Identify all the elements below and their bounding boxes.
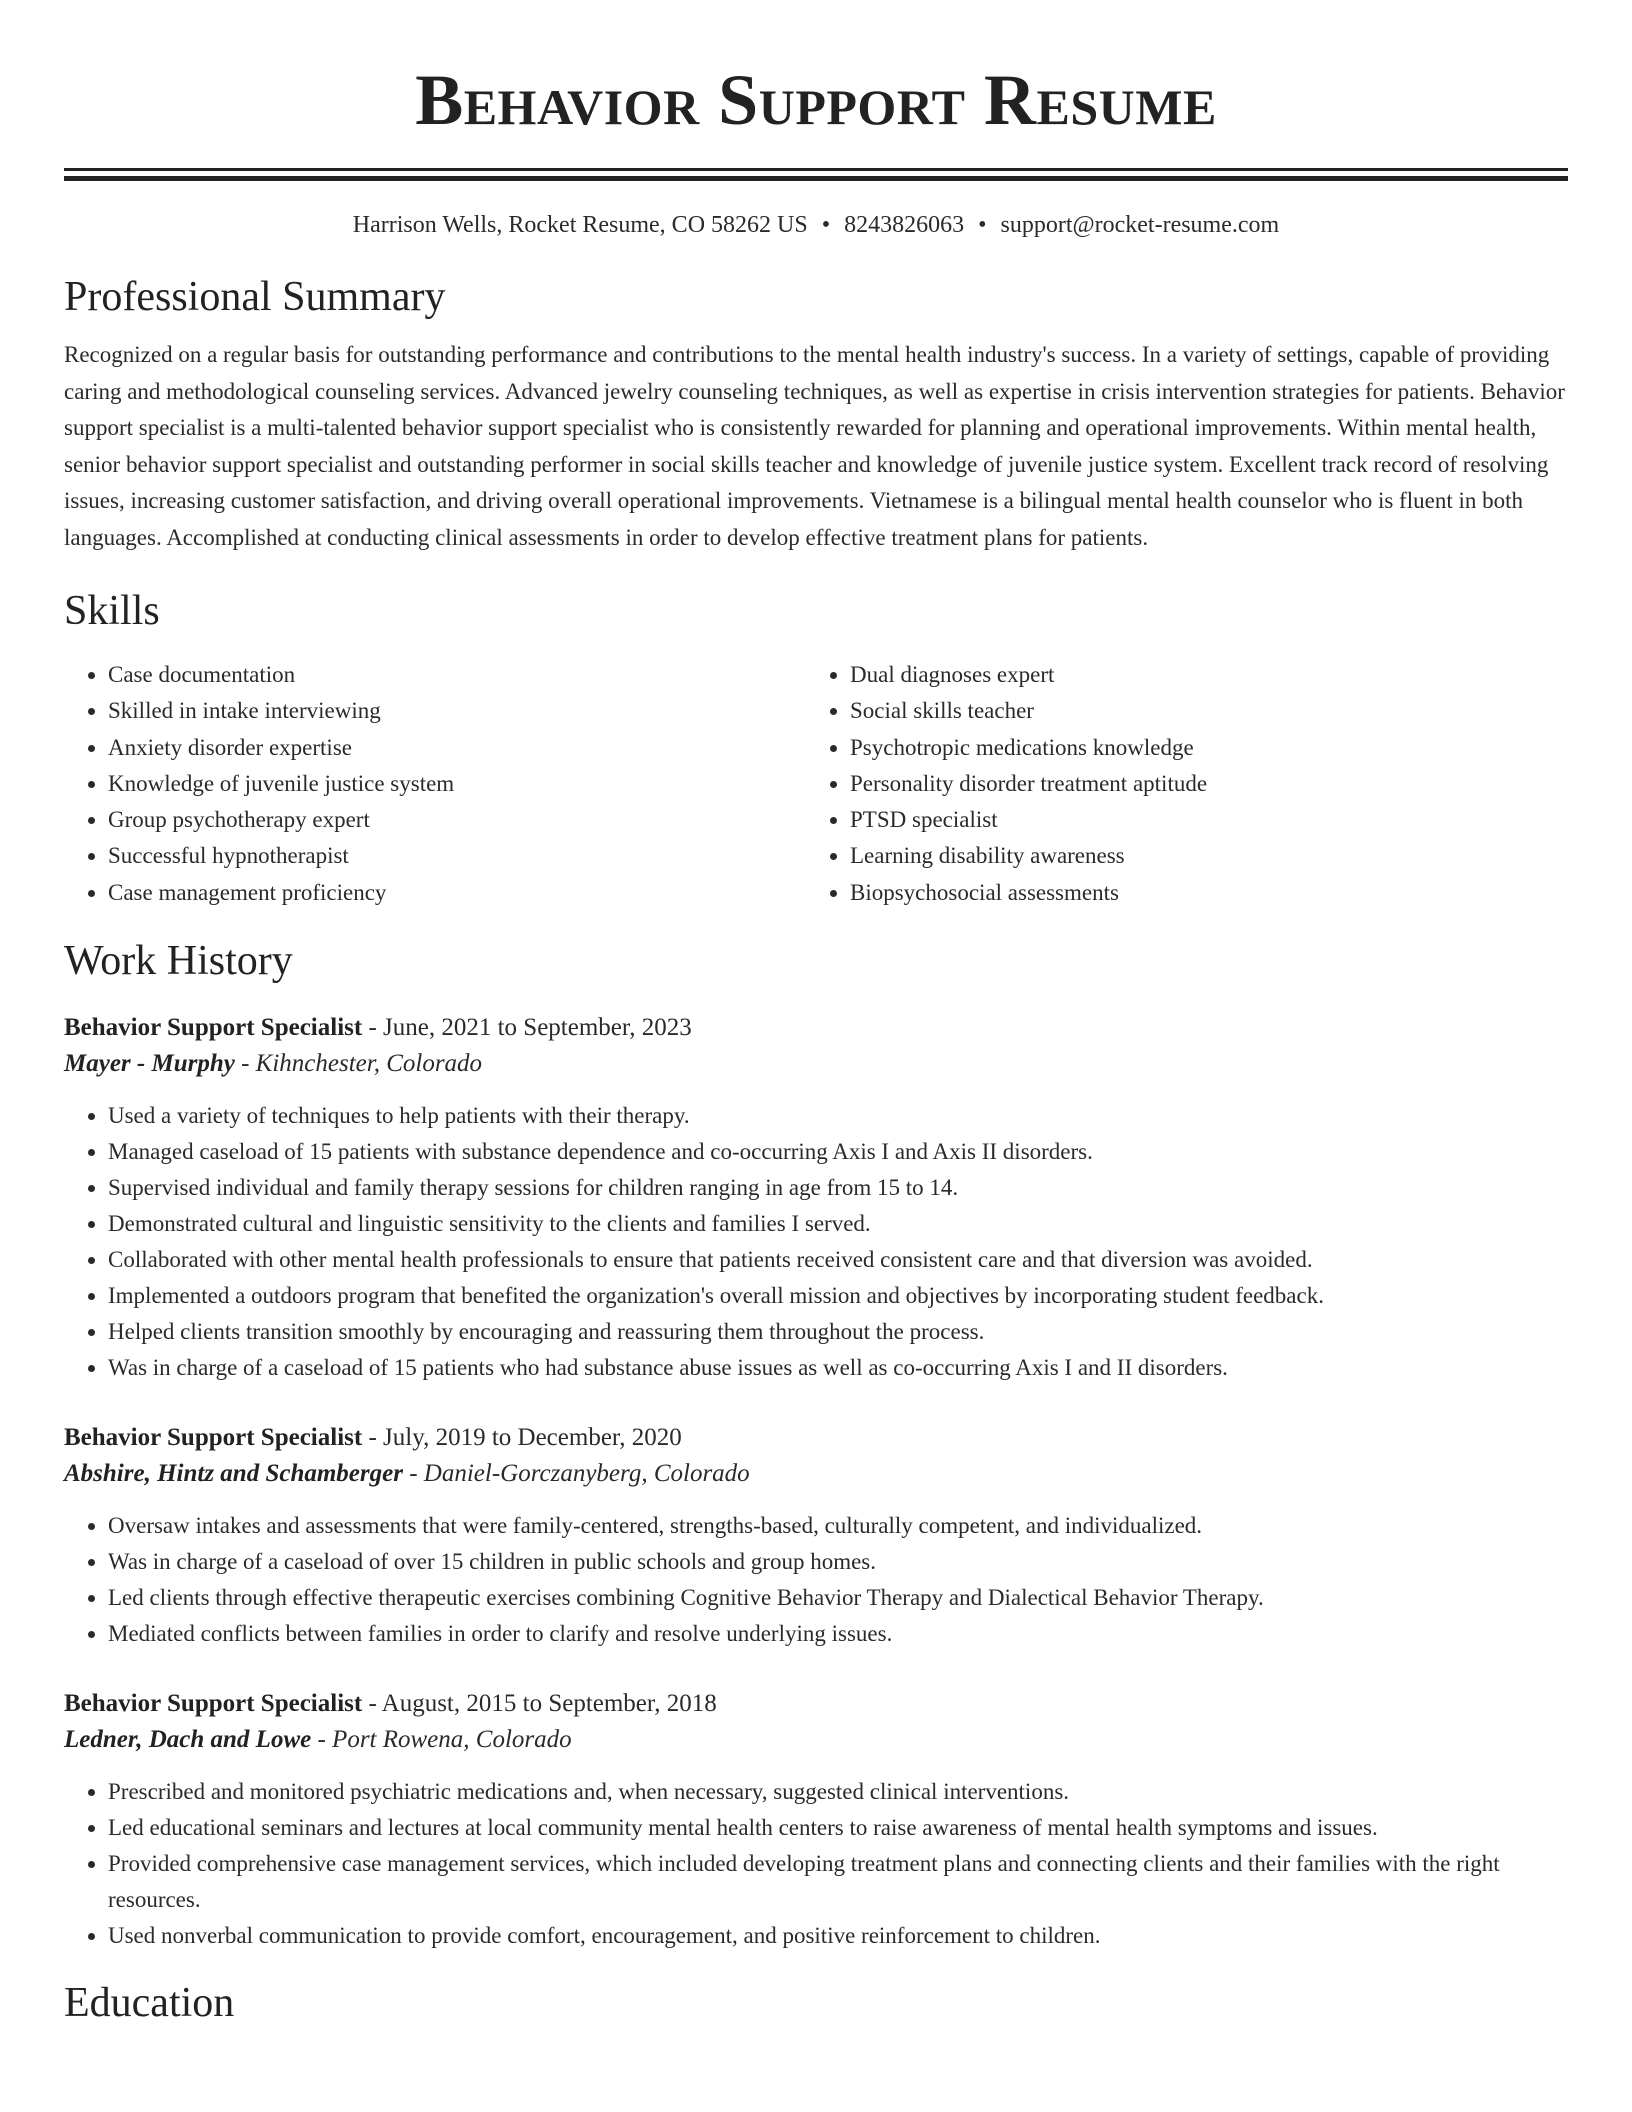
- job-title: Behavior Support Specialist: [64, 1014, 363, 1042]
- job-company-line: [64, 1046, 1568, 1082]
- job-title: Behavior Support Specialist: [64, 1424, 363, 1452]
- job-bullet: • Led clients through effective therapeutic exercises combining Cognitive Behavior Therapy and Dialectical Behavior Therapy.: [108, 1580, 1568, 1616]
- title-rule-top: [64, 168, 1568, 171]
- resume-title: Behavior Support Resume: [415, 60, 1217, 140]
- work-history-heading: Work History: [64, 938, 293, 985]
- job-bullets: [64, 1508, 1568, 1652]
- skills-heading: Skills: [64, 588, 160, 634]
- summary-text: Recognized on a regular basis for outstanding performance and contributions to the mental health industry's success. In a variety of settings, capable of providing caring and methodological counseling services. Advanced jewelry counseling techniques, as well as expertise in crisis intervention strategies for patients. Behavior support specialist is a multi-talented behavior support specialist who is consistently rewarded for planning and operational improvements. Within mental health, senior behavior support specialist and outstanding performer in social skills teacher and knowledge of juvenile justice system. Excellent track record of resolving issues, increasing customer satisfaction, and driving overall operational improvements. Vietnamese is a bilingual mental health counselor who is fluent in both languages. Accomplished at conducting clinical assessments in order to develop effective treatment plans for patients.: [64, 342, 1565, 550]
- resume-page: [64, 0, 1568, 2028]
- job-bullet: • Implemented a outdoors program that benefited the organization's overall mission and objectives by incorporating student feedback.: [108, 1278, 1568, 1314]
- job-dates: - August, 2015 to September, 2018: [362, 1690, 717, 1718]
- skill-item: • PTSD specialist: [850, 802, 1550, 838]
- skill-item: • Biopsychosocial assessments: [850, 875, 1550, 911]
- skills-list: [64, 657, 1568, 911]
- skill-item: • Skilled in intake interviewing: [108, 693, 806, 729]
- job-bullet: • Used nonverbal communication to provide comfort, encouragement, and positive reinforcement to children.: [108, 1918, 1568, 1954]
- job-bullet: • Was in charge of a caseload of 15 patients who had substance abuse issues as well as co-occurring Axis I and II disorders.: [108, 1350, 1568, 1386]
- job-bullet: • Supervised individual and family therapy sessions for children ranging in age from 15 to 14.: [108, 1170, 1568, 1206]
- job-location: - Kihnchester, Colorado: [234, 1050, 483, 1078]
- job-company: Ledner, Dach and Lowe: [64, 1726, 312, 1754]
- contact-phone: 8243826063: [844, 212, 965, 238]
- job-title: Behavior Support Specialist: [64, 1690, 363, 1718]
- job-bullets: [64, 1774, 1568, 1954]
- contact-address: Harrison Wells, Rocket Resume, CO 58262 US: [352, 212, 808, 238]
- job-title-line: [64, 1420, 1568, 1456]
- job-company: Mayer - Murphy: [64, 1050, 235, 1078]
- skill-item: • Knowledge of juvenile justice system: [108, 766, 806, 802]
- skills-column-left: [64, 657, 806, 911]
- contact-line: [64, 210, 1568, 240]
- skill-item: • Personality disorder treatment aptitude: [850, 766, 1550, 802]
- job-bullet: • Collaborated with other mental health professionals to ensure that patients received consistent care and that diversion was avoided.: [108, 1242, 1568, 1278]
- job-dates: - July, 2019 to December, 2020: [362, 1424, 682, 1452]
- job-bullet: • Demonstrated cultural and linguistic sensitivity to the clients and families I served.: [108, 1206, 1568, 1242]
- job-title-line: [64, 1686, 1568, 1722]
- job-company-line: [64, 1722, 1568, 1758]
- skill-item: • Learning disability awareness: [850, 838, 1550, 874]
- job-bullet: • Led educational seminars and lectures at local community mental health centers to raise awareness of mental health symptoms and issues.: [108, 1810, 1568, 1846]
- job-entry: [64, 1686, 1568, 1954]
- job-company-line: [64, 1456, 1568, 1492]
- job-bullet: • Was in charge of a caseload of over 15 children in public schools and group homes.: [108, 1544, 1568, 1580]
- skill-item: • Anxiety disorder expertise: [108, 730, 806, 766]
- job-bullet: • Helped clients transition smoothly by encouraging and reassuring them throughout the process.: [108, 1314, 1568, 1350]
- skill-item: • Successful hypnotherapist: [108, 838, 806, 874]
- job-location: - Daniel-Gorczanyberg, Colorado: [402, 1460, 750, 1488]
- contact-separator: •: [821, 212, 831, 238]
- job-bullet: • Oversaw intakes and assessments that were family-centered, strengths-based, culturally competent, and individualized.: [108, 1508, 1568, 1544]
- job-dates: - June, 2021 to September, 2023: [362, 1014, 692, 1042]
- job-bullets: [64, 1098, 1568, 1386]
- job-bullet: • Prescribed and monitored psychiatric medications and, when necessary, suggested clinical interventions.: [108, 1774, 1568, 1810]
- skill-item: • Social skills teacher: [850, 693, 1550, 729]
- title-rule-bottom: [64, 176, 1568, 181]
- skill-item: • Psychotropic medications knowledge: [850, 730, 1550, 766]
- contact-separator: •: [978, 212, 987, 238]
- job-title-line: [64, 1010, 1568, 1046]
- job-bullet: • Used a variety of techniques to help patients with their therapy.: [108, 1098, 1568, 1134]
- skill-item: • Group psychotherapy expert: [108, 802, 806, 838]
- job-location: - Port Rowena, Colorado: [311, 1726, 572, 1754]
- summary-heading: Professional Summary: [64, 274, 446, 320]
- skill-item: • Dual diagnoses expert: [850, 657, 1550, 693]
- job-bullet: • Managed caseload of 15 patients with substance dependence and co-occurring Axis I and Axis II disorders.: [108, 1134, 1568, 1170]
- education-heading: Education: [64, 1980, 235, 2027]
- contact-email: support@rocket-resume.com: [1000, 212, 1280, 238]
- job-entry: [64, 1420, 1568, 1652]
- job-bullet: • Mediated conflicts between families in order to clarify and resolve underlying issues.: [108, 1616, 1568, 1652]
- skills-column-right: [806, 657, 1550, 911]
- job-bullet: • Provided comprehensive case management services, which included developing treatment plans and connecting clients and their families with the right resources.: [108, 1846, 1568, 1918]
- job-entry: [64, 1010, 1568, 1386]
- job-company: Abshire, Hintz and Schamberger: [64, 1460, 403, 1488]
- skill-item: • Case documentation: [108, 657, 806, 693]
- skill-item: • Case management proficiency: [108, 875, 806, 911]
